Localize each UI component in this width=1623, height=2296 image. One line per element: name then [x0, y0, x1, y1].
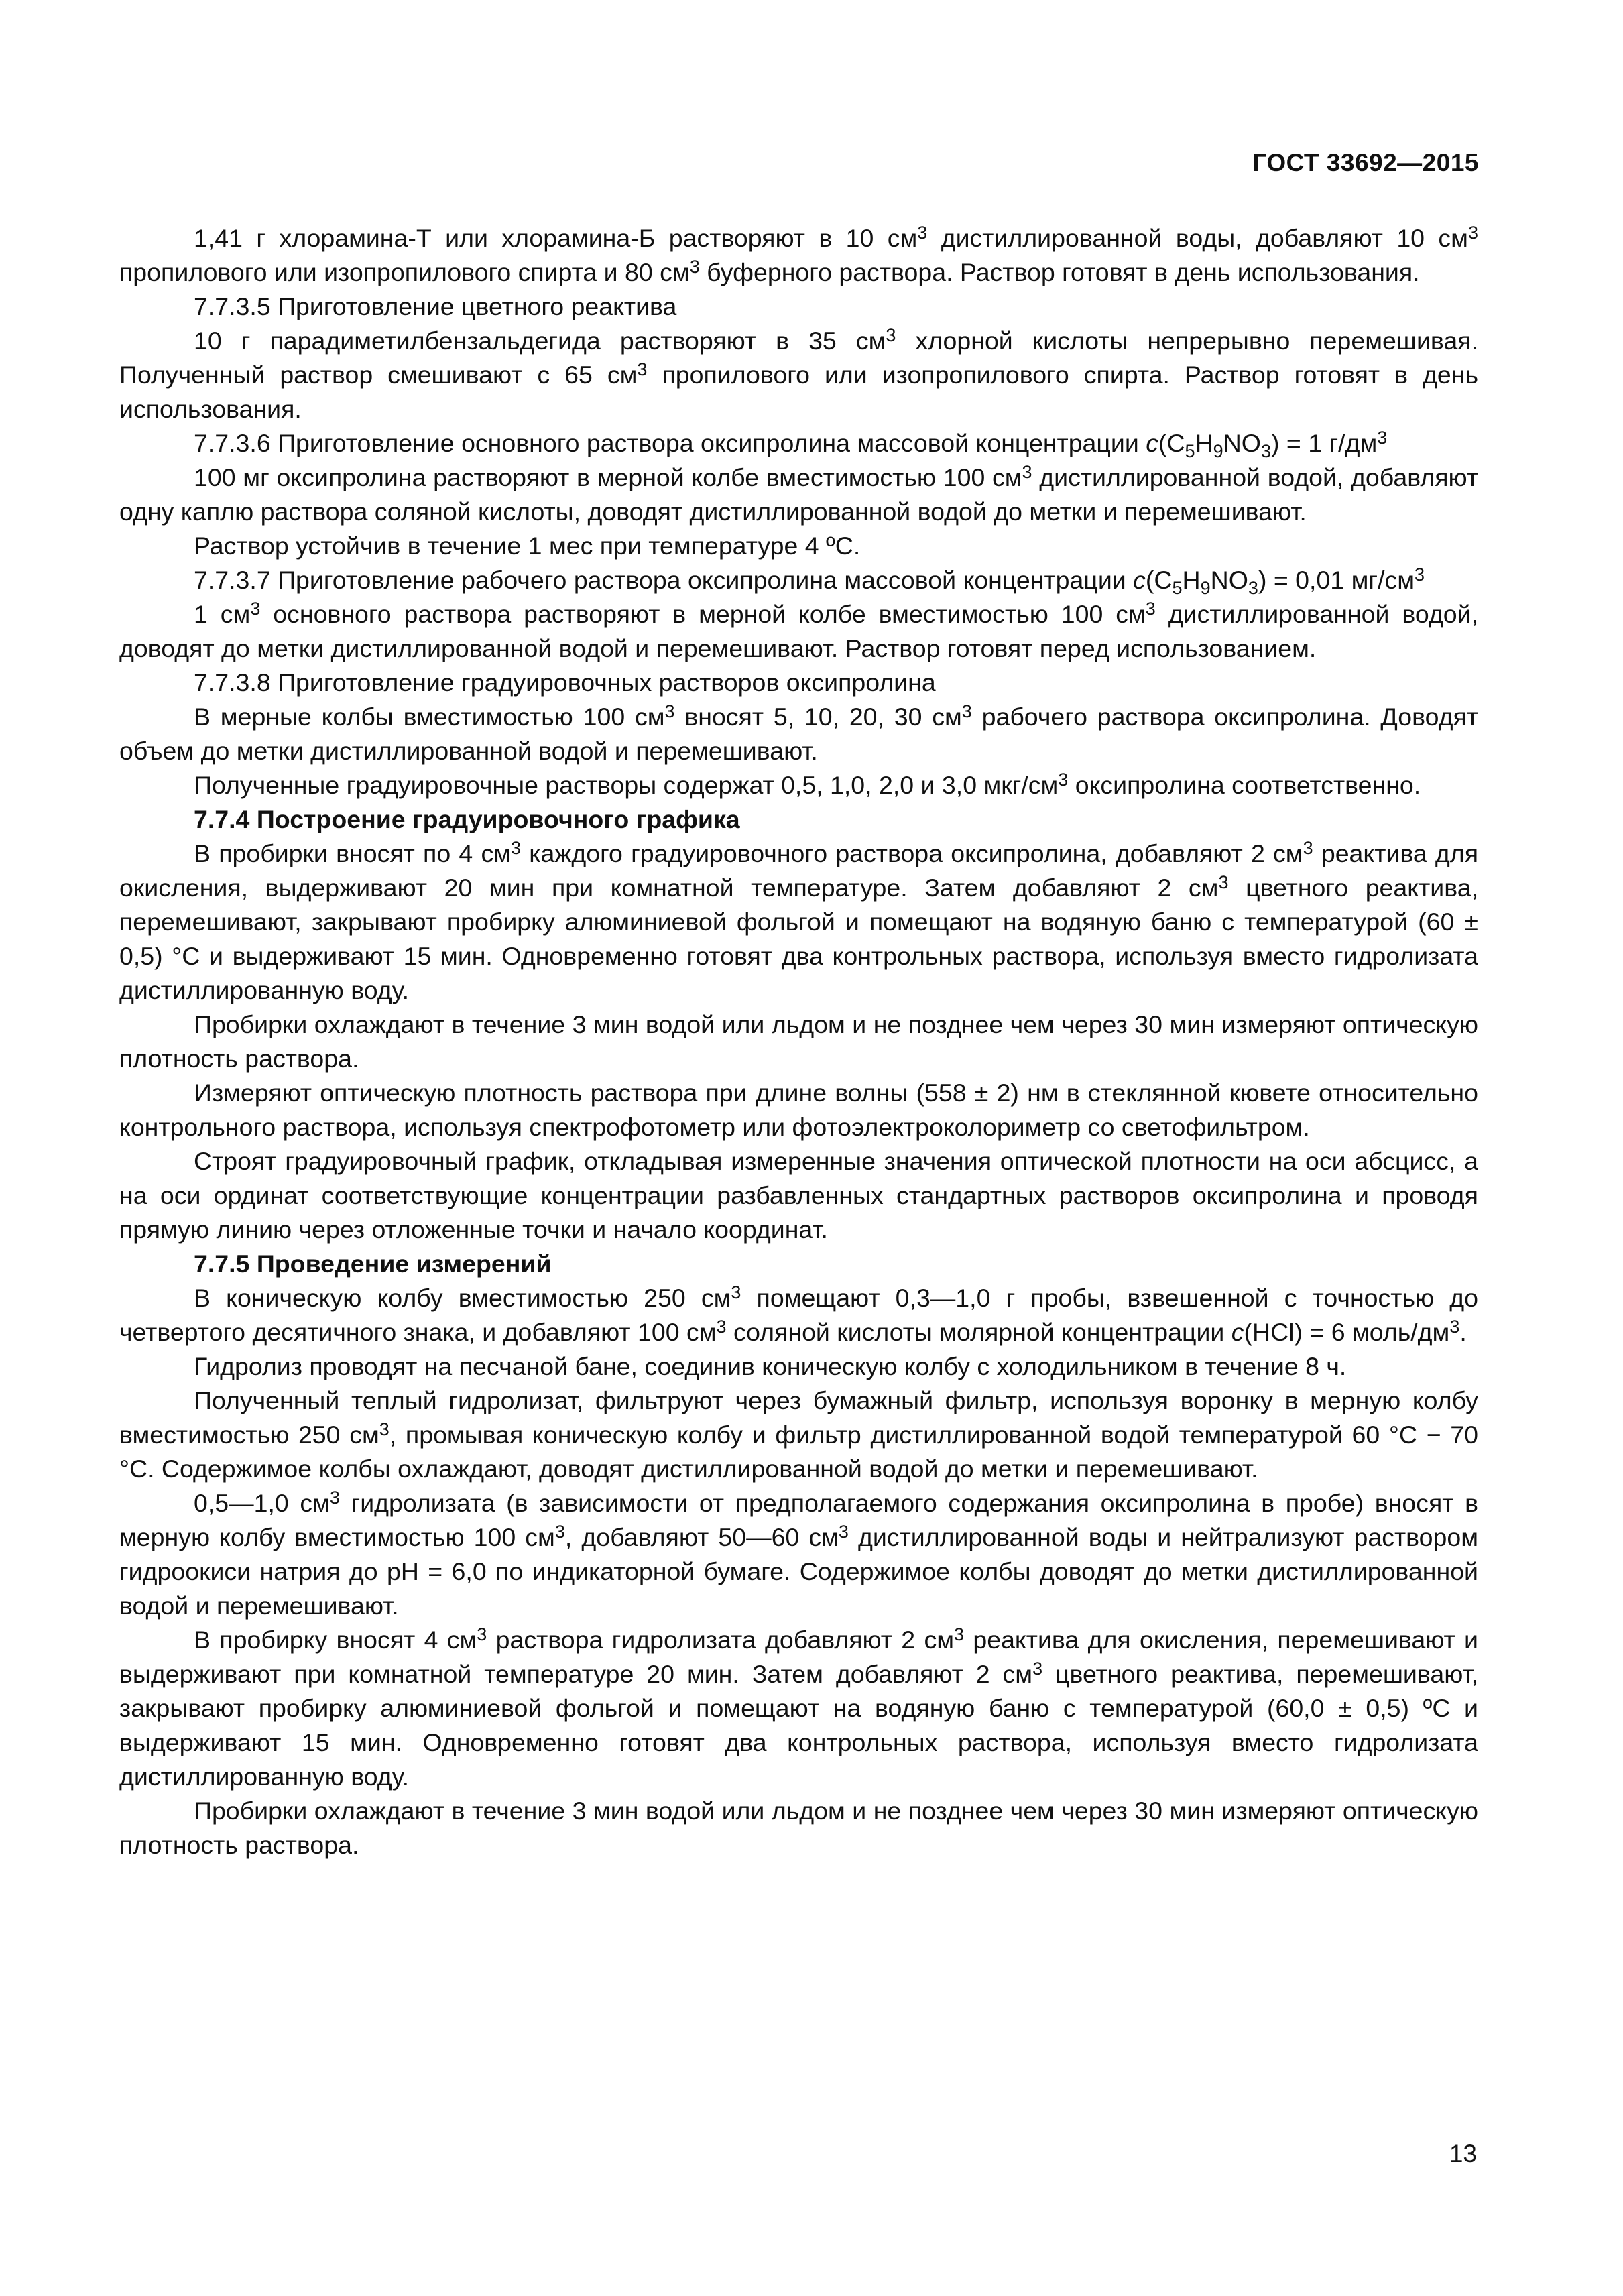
paragraph: В мерные колбы вместимостью 100 $см^3$ вносят 5, 10, 20, 30 $см^3$ рабочего раствора оксипролина. Доводят объем до метки дистиллированной водой и перемешивают. [119, 701, 1478, 765]
paragraph: Гидролиз проводят на песчаной бане, соединив коническую колбу с холодильником в течение 8 ч. [194, 1352, 1347, 1380]
paragraph: 100 мг оксипролина растворяют в мерной колбе вместимостью 100 $см^3$ дистиллированной водой, добавляют одну каплю раствора соляной кислоты, доводят дистиллированной водой до метки и перемешивают. [119, 461, 1478, 526]
paragraph: 10 г парадиметилбензальдегида растворяют в 35 $см^3$ хлорной кислоты непрерывно перемешивая. Полученный раствор смешивают с 65 $см^3$ пропилового или изопропилового спирта. Раствор готовят в день использования. [119, 324, 1478, 423]
paragraph: Строят градуировочный график, откладывая измеренные значения оптической плотности на оси абсцисс, а на оси ординат соответствующие концентрации разбавленных стандартных растворов оксипролина и проводя прямую линию через отложенные точки и начало координат. [119, 1147, 1478, 1244]
paragraph: Раствор устойчив в течение 1 мес при температуре 4 ºС. [194, 532, 861, 560]
paragraph: 1 $см^3$ основного раствора растворяют в мерной колбе вместимостью 100 $см^3$ дистиллированной водой, доводят до метки дистиллированной водой и перемешивают. Раствор готовят перед использованием. [119, 598, 1478, 662]
paragraph: 7.7.3.7 Приготовление рабочего раствора оксипролина массовой концентрации $c(C_5H_9NO_3) = 0,01$ $мг/см^3$ [194, 564, 1425, 599]
paragraph: Полученные градуировочные растворы содержат 0,5, 1,0, 2,0 и 3,0 мкг/$см^3$ оксипролина соответственно. [194, 769, 1421, 799]
paragraph: 7.7.3.6 Приготовление основного раствора оксипролина массовой концентрации $c(C_5H_9NO_3) = 1$ $г/дм^3$ [194, 427, 1388, 462]
paragraph: В коническую колбу вместимостью 250 $см^3$ помещают 0,3—1,0 г пробы, взвешенной с точностью до четвертого десятичного знака, и добавляют 100 $см^3$ соляной кислоты молярной концентрации c(HCl) = 6 моль/$дм^3$. [119, 1282, 1478, 1346]
section-heading: 7.7.4 Построение градуировочного графика [194, 805, 740, 833]
document-header: ГОСТ 33692—2015 [1252, 149, 1479, 176]
paragraph: В пробирку вносят 4 $см^3$ раствора гидролизата добавляют 2 $см^3$ реактива для окисления, перемешивают и выдерживают при комнатной температуре 20 мин. Затем добавляют 2 $см^3$ цветного реактива, перемешивают, закрывают пробирку алюминиевой фольгой и помещают на водяную баню с температурой (60,0 ± 0,5) ºС и выдерживают 15 мин. Одновременно готовят два контрольных раствора, используя вместо гидролизата дистиллированную воду. [119, 1624, 1478, 1791]
paragraph: 0,5—1,0 $см^3$ гидролизата (в зависимости от предполагаемого содержания оксипролина в пробе) вносят в мерную колбу вместимостью 100 $см^3$, добавляют 50—60 $см^3$ дистиллированной воды и нейтрализуют раствором гидроокиси натрия до pH = 6,0 по индикаторной бумаге. Содержимое колбы доводят до метки дистиллированной водой и перемешивают. [119, 1487, 1478, 1620]
paragraph: Пробирки охлаждают в течение 3 мин водой или льдом и не позднее чем через 30 мин измеряют оптическую плотность раствора. [119, 1797, 1478, 1859]
paragraph: В пробирки вносят по 4 $см^3$ каждого градуировочного раствора оксипролина, добавляют 2 $см^3$ реактива для окисления, выдерживают 20 мин при комнатной температуре. Затем добавляют 2 $см^3$ цветного реактива, перемешивают, закрывают пробирку алюминиевой фольгой и помещают на водяную баню с температурой (60 ± 0,5) °С и выдерживают 15 мин. Одновременно готовят два контрольных раствора, используя вместо гидролизата дистиллированную воду. [119, 837, 1478, 1004]
document-body [119, 221, 1478, 1862]
paragraph: Измеряют оптическую плотность раствора при длине волны (558 ± 2) нм в стеклянной кювете относительно контрольного раствора, используя спектрофотометр или фотоэлектроколориметр со светофильтром. [119, 1079, 1478, 1141]
paragraph: Пробирки охлаждают в течение 3 мин водой или льдом и не позднее чем через 30 мин измеряют оптическую плотность раствора. [119, 1010, 1478, 1073]
paragraph: 1,41 г хлорамина-Т или хлорамина-Б растворяют в 10 $см^3$ дистиллированной воды, добавляют 10 $см^3$ пропилового или изопропилового спирта и 80 $см^3$ буферного раствора. Раствор готовят в день использования. [119, 222, 1478, 286]
section-heading: 7.7.5 Проведение измерений [194, 1250, 552, 1278]
paragraph: Полученный теплый гидролизат, фильтруют через бумажный фильтр, используя воронку в мерную колбу вместимостью 250 $см^3$, промывая коническую колбу и фильтр дистиллированной водой температурой 60 °С − 70 °С. Содержимое колбы охлаждают, доводят дистиллированной водой до метки и перемешивают. [119, 1386, 1479, 1483]
paragraph: 7.7.3.8 Приготовление градуировочных растворов оксипролина [194, 668, 936, 697]
page-number: 13 [1449, 2140, 1477, 2167]
paragraph: 7.7.3.5 Приготовление цветного реактива [194, 292, 677, 320]
